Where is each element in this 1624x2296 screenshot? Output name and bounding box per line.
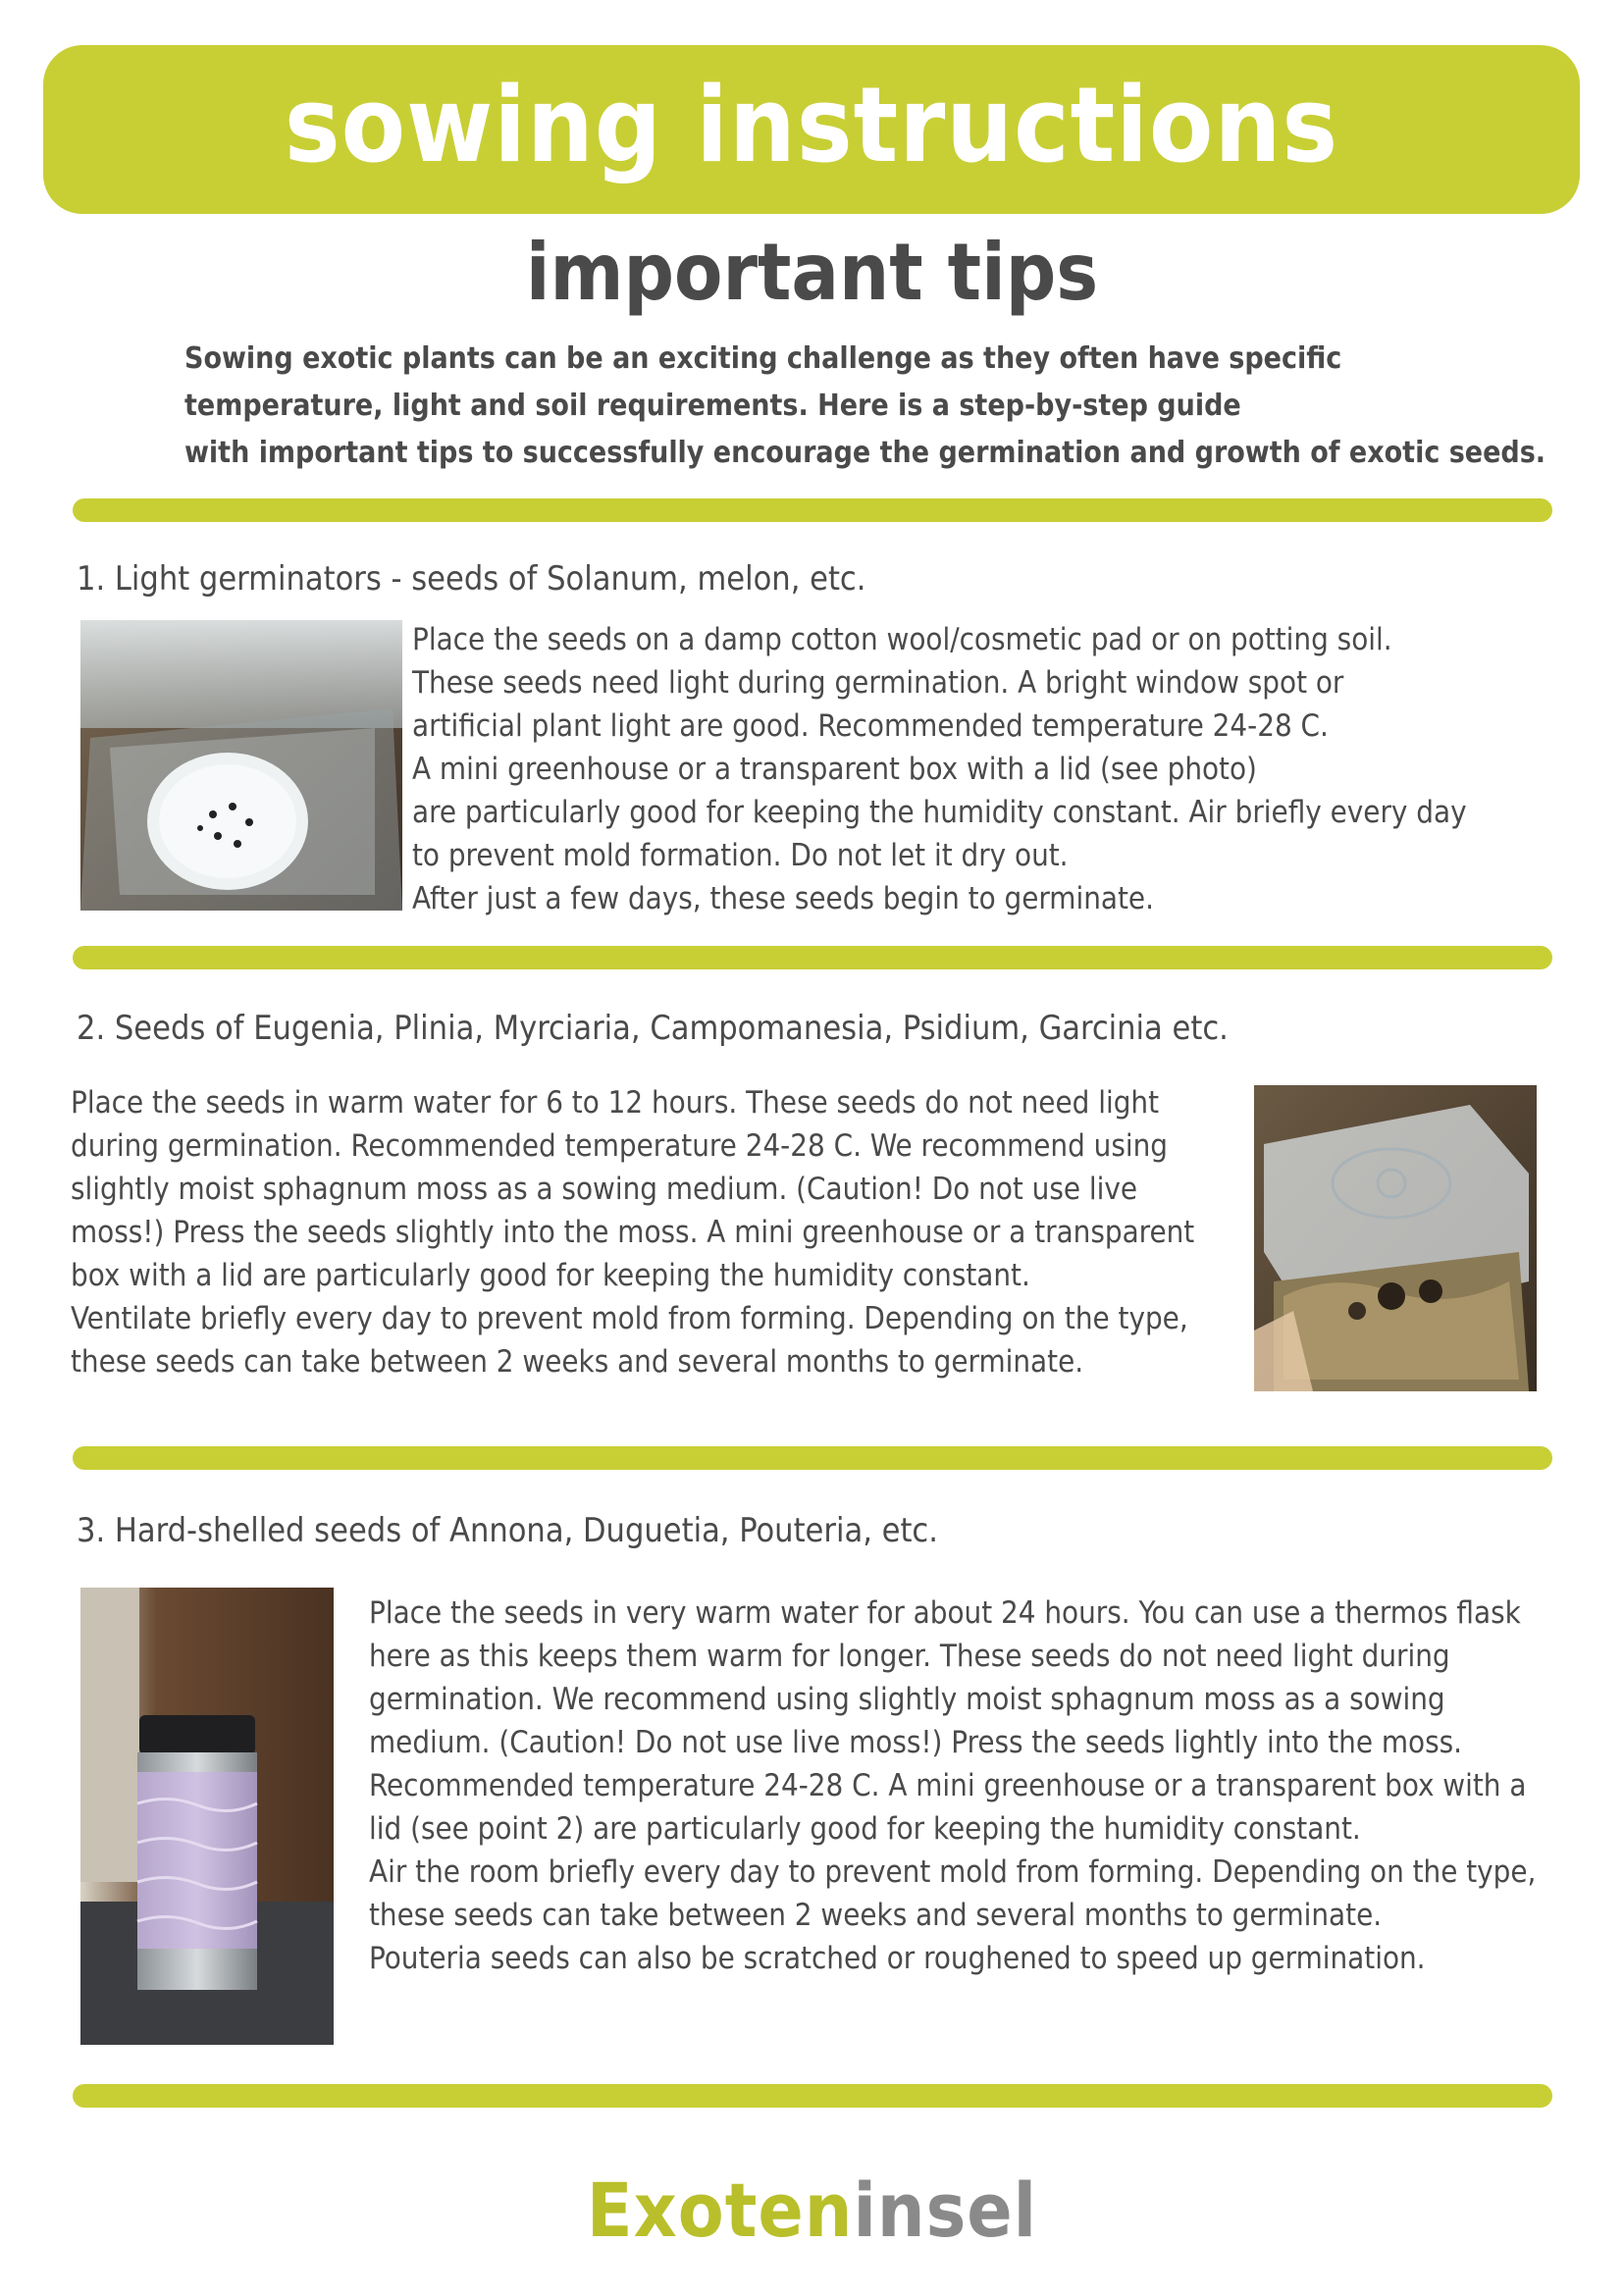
section-3-line: Recommended temperature 24-28 C. A mini greenhouse or a transparent box with a [369, 1768, 1527, 1803]
section-1-line: A mini greenhouse or a transparent box with a lid (see photo) [412, 752, 1257, 787]
section-3-line: lid (see point 2) are particularly good for keeping the humidity constant. [369, 1811, 1361, 1847]
section-2-line: box with a lid are particularly good for keeping the humidity constant. [71, 1258, 1030, 1293]
section-3-line: Place the seeds in very warm water for about 24 hours. You can use a thermos flask [369, 1595, 1521, 1631]
section-1-line: Place the seeds on a damp cotton wool/cosmetic pad or on potting soil. [412, 622, 1392, 657]
section-1-line: These seeds need light during germination. A bright window spot or [412, 665, 1344, 701]
intro-line: Sowing exotic plants can be an exciting challenge as they often have specific [184, 341, 1342, 376]
section-1-line: are particularly good for keeping the humidity constant. Air briefly every day [412, 795, 1467, 830]
intro-line: temperature, light and soil requirements. Here is a step-by-step guide [184, 389, 1241, 423]
section-3-text [369, 1592, 1586, 1980]
section-2-line: slightly moist sphagnum moss as a sowing medium. (Caution! Do not use live [71, 1172, 1138, 1207]
photo-cosmetic-pad-in-box [80, 620, 402, 911]
brand-logo-part2: insel [853, 2166, 1038, 2254]
section-3-line: germination. We recommend using slightly moist sphagnum moss as a sowing [369, 1682, 1445, 1717]
brand-logo-part1: Exoten [586, 2166, 854, 2254]
section-3-line: here as this keeps them warm for longer. These seeds do not need light during [369, 1639, 1450, 1674]
photo-thermos-flask-image [80, 1588, 334, 2045]
section-1-line: After just a few days, these seeds begin to germinate. [412, 881, 1154, 916]
photo-sphagnum-box [1254, 1085, 1537, 1391]
page-title: sowing instructions [284, 65, 1339, 185]
section-3-line: medium. (Caution! Do not use live moss!) Press the seeds lightly into the moss. [369, 1725, 1462, 1760]
section-2-line: during germination. Recommended temperature 24-28 C. We recommend using [71, 1128, 1168, 1164]
header-banner [43, 45, 1580, 214]
section-2-line: Ventilate briefly every day to prevent mold from forming. Depending on the type, [71, 1301, 1188, 1336]
page-subtitle: important tips [525, 227, 1099, 318]
section-1-text [412, 618, 1580, 920]
divider [73, 498, 1552, 522]
section-2-line: Place the seeds in warm water for 6 to 12 hours. These seeds do not need light [71, 1085, 1160, 1121]
divider [73, 1446, 1552, 1470]
section-title-eugenia-seeds: 2. Seeds of Eugenia, Plinia, Myrciaria, Campomanesia, Psidium, Garcinia etc. [77, 1009, 1229, 1048]
divider [73, 946, 1552, 969]
section-1-line: to prevent mold formation. Do not let it dry out. [412, 838, 1069, 873]
section-3-line: Pouteria seeds can also be scratched or roughened to speed up germination. [369, 1941, 1426, 1976]
photo-cosmetic-pad-in-box-image [80, 620, 402, 911]
brand-logo [0, 2166, 1624, 2254]
section-title-hard-shelled-seeds: 3. Hard-shelled seeds of Annona, Duguetia, Pouteria, etc. [77, 1511, 938, 1550]
section-1-line: artificial plant light are good. Recommended temperature 24-28 C. [412, 708, 1329, 744]
intro-paragraph [184, 336, 1546, 477]
intro-line: with important tips to successfully encourage the germination and growth of exotic seeds. [184, 436, 1546, 470]
section-3-line: Air the room briefly every day to prevent mold from forming. Depending on the type, [369, 1854, 1537, 1890]
divider [73, 2084, 1552, 2108]
photo-sphagnum-box-image [1254, 1085, 1537, 1391]
section-3-line: these seeds can take between 2 weeks and several months to germinate. [369, 1898, 1383, 1933]
section-2-text [71, 1081, 1248, 1383]
section-2-line: these seeds can take between 2 weeks and several months to germinate. [71, 1344, 1084, 1380]
section-title-light-germinators: 1. Light germinators - seeds of Solanum, melon, etc. [77, 559, 866, 599]
photo-thermos-flask [80, 1588, 334, 2045]
section-2-line: moss!) Press the seeds slightly into the moss. A mini greenhouse or a transparent [71, 1215, 1195, 1250]
